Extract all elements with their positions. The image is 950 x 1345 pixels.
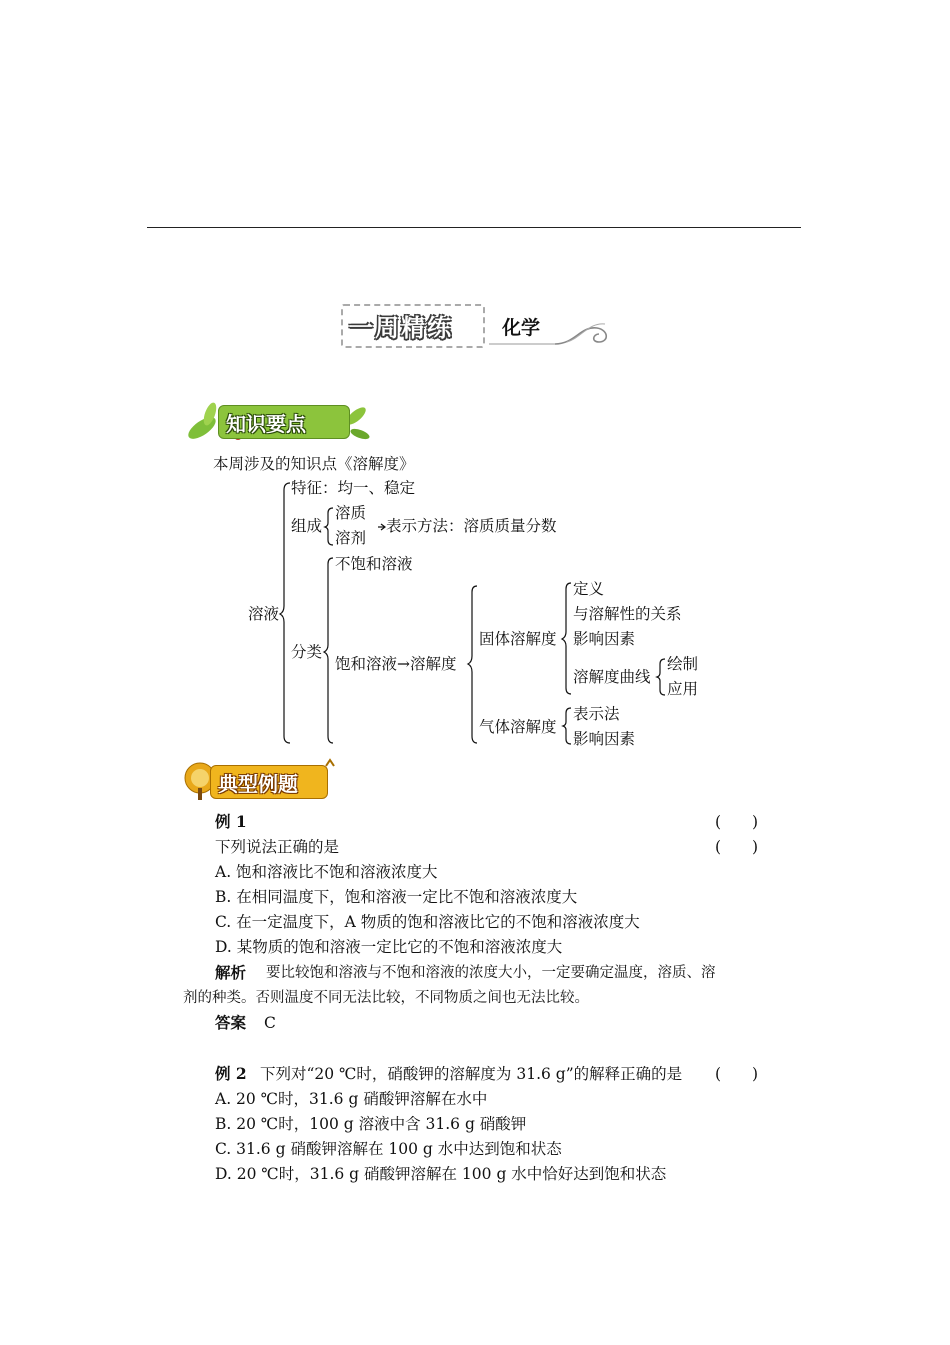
- tree-unsaturated: 不饱和溶液: [335, 555, 413, 573]
- banner-title: 一周精练: [349, 314, 453, 342]
- tree-application: 应用: [667, 680, 699, 698]
- tree-solvent: 溶剂: [335, 529, 367, 547]
- knowledge-points-title: 知识要点: [226, 412, 306, 436]
- tree-expression: 表示法: [573, 705, 620, 723]
- example-1-option-d: D. 某物质的饱和溶液一定比它的不饱和溶液浓度大: [215, 938, 563, 956]
- tree-composition: 组成: [291, 517, 323, 535]
- tree-gas-solubility: 气体溶解度: [479, 718, 557, 736]
- tree-drawing: 绘制: [667, 655, 699, 673]
- tree-gas-factors: 影响因素: [573, 730, 636, 748]
- typical-examples-title: 典型例题: [218, 772, 298, 796]
- answer-label: 答案: [215, 1013, 247, 1032]
- analysis-label: 解析: [215, 963, 247, 982]
- example-2-question: 下列对“20 ℃时，硝酸钾的溶解度为 31.6 g”的解释正确的是: [260, 1065, 683, 1083]
- tree-relation: 与溶解性的关系: [573, 605, 682, 623]
- example-1-option-a: A. 饱和溶液比不饱和溶液浓度大: [215, 863, 438, 881]
- answer-value: C: [264, 1014, 276, 1032]
- example-2-option-b: B. 20 ℃时，100 g 溶液中含 31.6 g 硝酸钾: [215, 1115, 527, 1133]
- tree-factors: 影响因素: [573, 630, 636, 648]
- tree-feature: 特征：均一、稳定: [291, 479, 416, 497]
- tree-solute: 溶质: [335, 504, 367, 522]
- analysis-line-2: 剂的种类。否则温度不同无法比较，不同物质之间也无法比较。: [183, 990, 589, 1006]
- example-1-paren: ( ): [715, 813, 759, 831]
- tree-curve: 溶解度曲线: [573, 668, 651, 686]
- tree-representation: 表示方法：溶质质量分数: [386, 517, 557, 535]
- tree-saturated: 饱和溶液→溶解度: [335, 655, 457, 673]
- example-1-option-b: B. 在相同温度下，饱和溶液一定比不饱和溶液浓度大: [215, 888, 578, 906]
- example-1-question: 下列说法正确的是: [215, 838, 340, 856]
- typical-examples-badge: [178, 758, 338, 806]
- analysis-line-1: 要比较饱和溶液与不饱和溶液的浓度大小，一定要确定温度，溶质、溶: [266, 965, 716, 981]
- example-2-option-a: A. 20 ℃时，31.6 g 硝酸钾溶解在水中: [215, 1090, 488, 1108]
- tree-classification: 分类: [291, 643, 323, 661]
- intro-text: 本周涉及的知识点《溶解度》: [213, 455, 415, 473]
- example-1-label: 例 1: [215, 812, 247, 831]
- example-1-option-c: C. 在一定温度下，A 物质的饱和溶液比它的不饱和溶液浓度大: [215, 913, 640, 931]
- tree-definition: 定义: [573, 580, 605, 598]
- example-2-option-c: C. 31.6 g 硝酸钾溶解在 100 g 水中达到饱和状态: [215, 1140, 562, 1158]
- example-2-option-d: D. 20 ℃时，31.6 g 硝酸钾溶解在 100 g 水中恰好达到饱和状态: [215, 1165, 667, 1183]
- example-2-paren: ( ): [715, 1065, 759, 1083]
- example-2-label: 例 2: [215, 1064, 247, 1083]
- tree-solid-solubility: 固体溶解度: [479, 630, 557, 648]
- tree-root: 溶液: [248, 605, 280, 623]
- banner-subject: 化学: [502, 317, 541, 339]
- example-1-paren-2: ( ): [715, 838, 759, 856]
